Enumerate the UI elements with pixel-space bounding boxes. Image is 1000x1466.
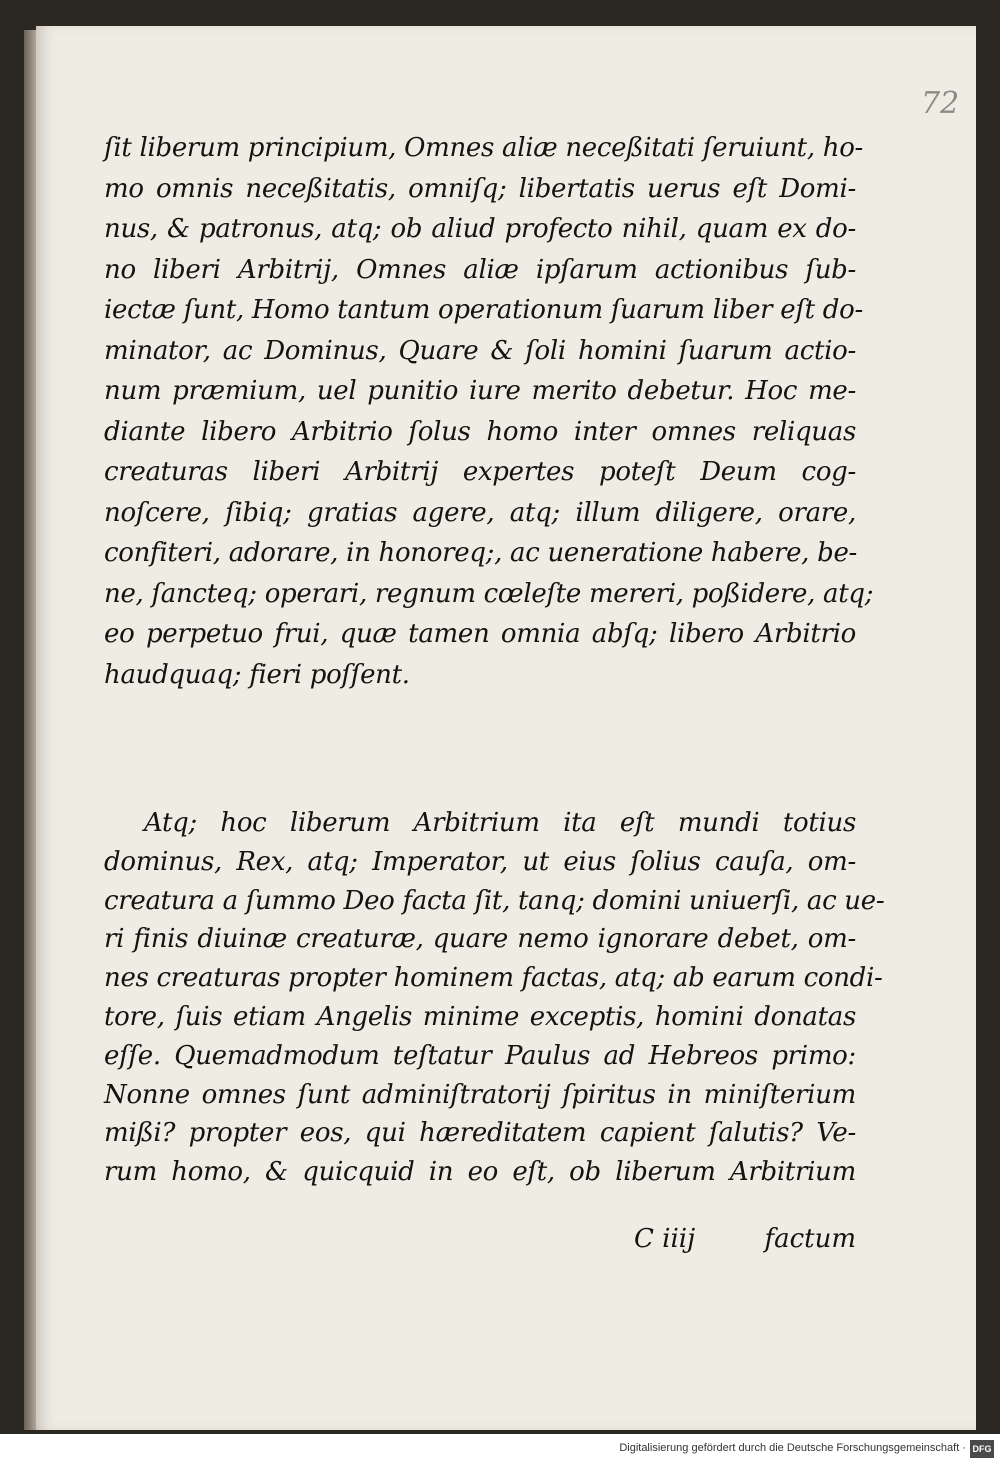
text-line: minator, ac Dominus, Quare & ſoli homini ſuarum actio- (104, 335, 856, 366)
folio-number: 72 (921, 86, 960, 121)
text-line: ne, ſancteq; operari, regnum cœleſte mereri, poßidere, atq; (104, 578, 874, 609)
text-line: haudquaq; fieri poſſent. (104, 659, 410, 690)
footer-credit: Digitalisierung gefördert durch die Deutsche Forschungsgemeinschaft · (619, 1442, 966, 1454)
text-line: mo omnis neceßitatis, omniſq; libertatis uerus eſt Domi- (104, 173, 856, 204)
text-line: noſcere, ſibiq; gratias agere, atq; illum diligere, orare, (104, 497, 856, 528)
footer-bar (0, 1434, 1000, 1466)
text-line: rum homo, & quicquid in eo eſt, ob liberum Arbitrium (104, 1157, 856, 1188)
text-line: nus, & patronus, atq; ob aliud profecto nihil, quam ex do- (104, 214, 856, 244)
text-line: creatura a ſummo Deo facta ſit, tanq; domini uniuerſi, ac ue- (104, 885, 885, 916)
dfg-logo-icon: DFG (970, 1440, 994, 1458)
text-line: Atq; hoc liberum Arbitrium ita eſt mundi totius (144, 808, 856, 838)
paragraph-1 (104, 128, 874, 695)
text-line: dominus, Rex, atq; Imperator, ut eius ſolius cauſa, om- (104, 846, 856, 877)
text-line: iectæ ſunt, Homo tantum operationum ſuarum liber eſt do- (104, 295, 863, 325)
paragraph-2 (104, 804, 885, 1192)
text-line: mißi? propter eos, qui hæreditatem capient ſalutis? Ve- (104, 1118, 856, 1149)
text-line: eo perpetuo frui, quæ tamen omnia abſq; libero Arbitrio (104, 619, 856, 649)
text-line: num præmium, uel punitio iure merito debetur. Hoc me- (104, 376, 856, 406)
text-line: no liberi Arbitrij, Omnes aliæ ipſarum actionibus ſub- (104, 254, 856, 285)
text-line: ri finis diuinæ creaturæ, quare nemo ignorare debet, om- (104, 924, 856, 955)
text-line: tore, ſuis etiam Angelis minime exceptis, homini donatas (104, 1001, 856, 1032)
signature-line (104, 1224, 856, 1264)
text-line: Nonne omnes ſunt adminiſtratorij ſpiritus in miniſterium (104, 1079, 856, 1110)
signature-mark: C iiij (634, 1224, 696, 1254)
text-line: diante libero Arbitrio ſolus homo inter omnes reliquas (104, 416, 856, 447)
text-line: confiteri, adorare, in honoreq;, ac ueneratione habere, be- (104, 538, 858, 568)
text-line: creaturas liberi Arbitrij expertes poteſt Deum cog- (104, 457, 856, 487)
catchword: factum (764, 1224, 856, 1254)
text-line: nes creaturas propter hominem factas, atq; ab earum condi- (104, 963, 883, 994)
text-line: ſit liberum principium, Omnes aliæ neceßitati ſeruiunt, ho- (104, 133, 864, 163)
text-line: eſſe. Quemadmodum teſtatur Paulus ad Hebreos primo: (104, 1040, 856, 1071)
